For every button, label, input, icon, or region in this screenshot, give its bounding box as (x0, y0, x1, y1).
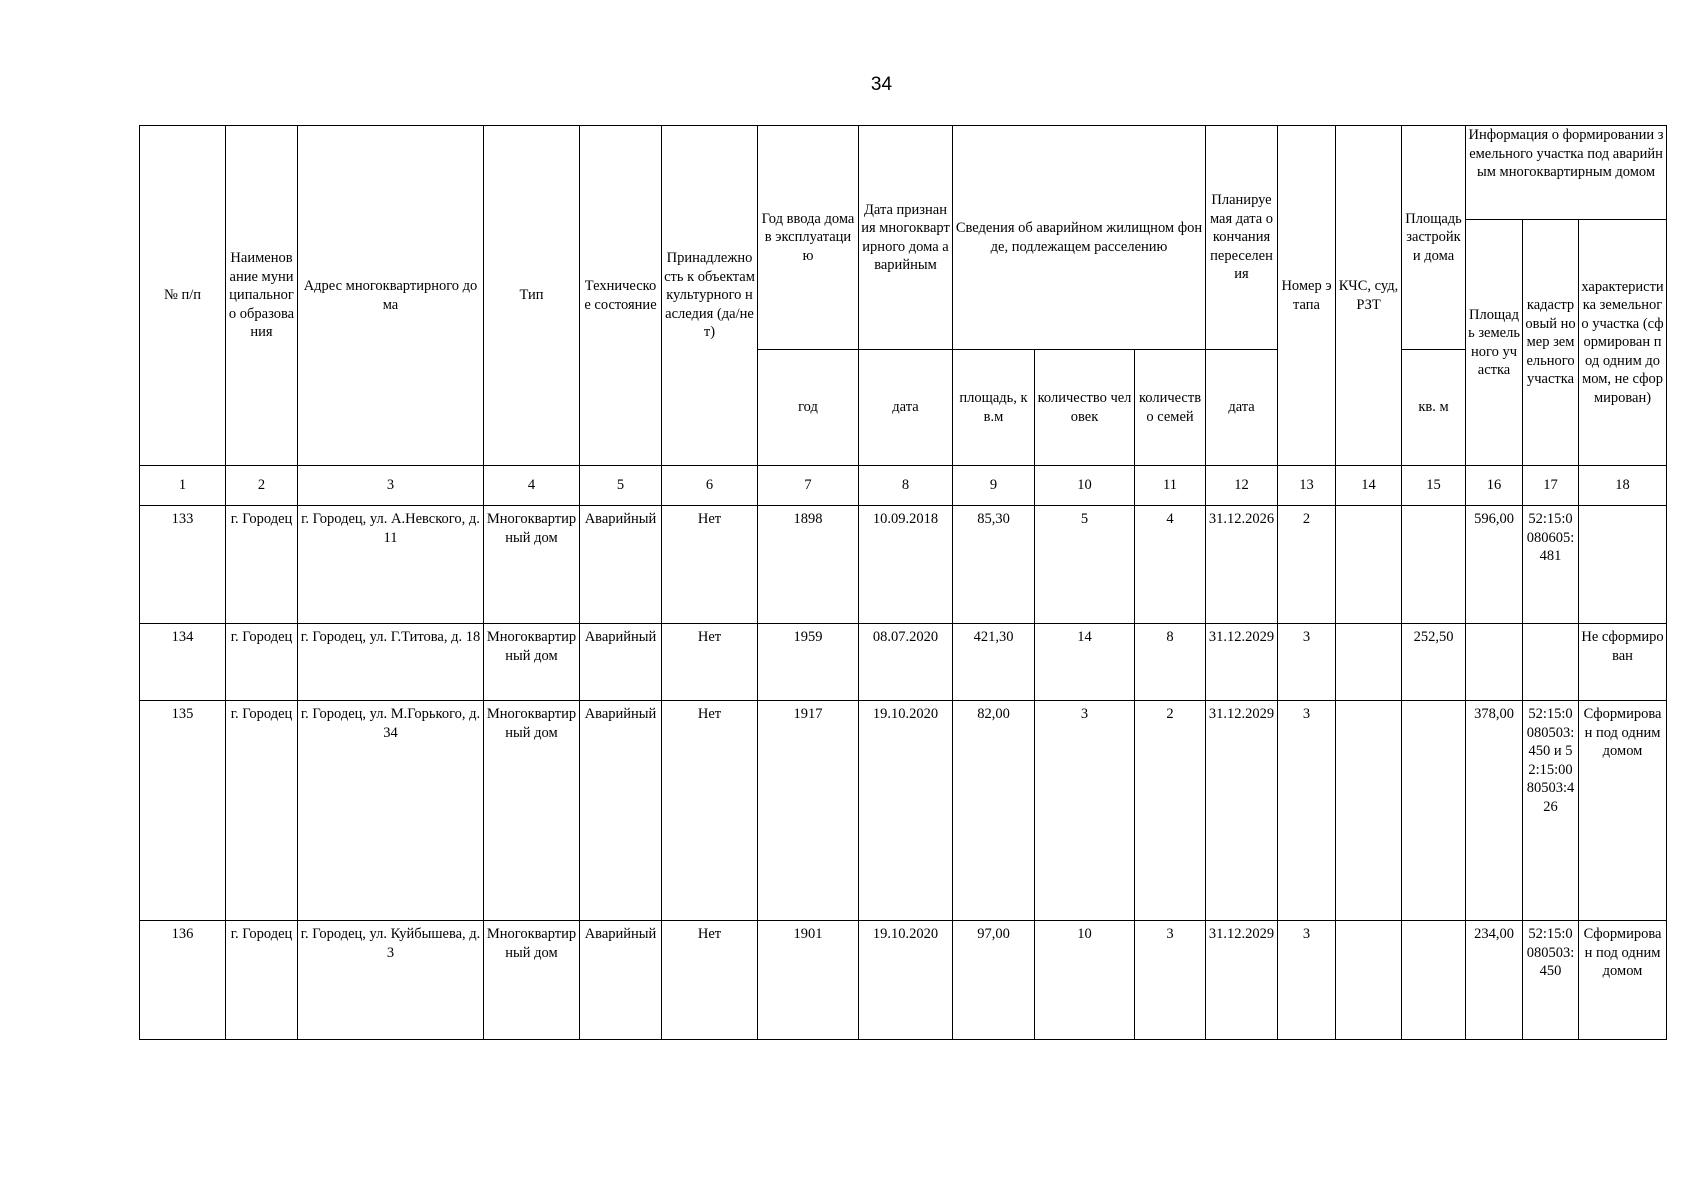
cell-stage: 3 (1278, 624, 1336, 701)
cell-date: 10.09.2018 (859, 506, 953, 624)
header-cell-land-info: Информация о формировании земельного участка под аварийным многоквартирным домом (1466, 126, 1667, 220)
column-number: 10 (1035, 466, 1135, 506)
cell-stage: 2 (1278, 506, 1336, 624)
cell-type: Многоквартирный дом (484, 921, 580, 1040)
table-row (140, 921, 1667, 1040)
column-number: 2 (226, 466, 298, 506)
cell-state: Аварийный (580, 506, 662, 624)
cell-plan-date: 31.12.2029 (1206, 921, 1278, 1040)
cell-heritage: Нет (662, 921, 758, 1040)
cell-municipality: г. Городец (226, 921, 298, 1040)
cell-type: Многоквартирный дом (484, 506, 580, 624)
header-cell-stage: Номер этапа (1278, 126, 1336, 466)
header-cell-commission-year: Год ввода дома в эксплуатацию (758, 126, 859, 350)
header-unit-planned-date: дата (1206, 350, 1278, 466)
column-number: 6 (662, 466, 758, 506)
cell-address: г. Городец, ул. М.Горького, д. 34 (298, 701, 484, 921)
column-number: 3 (298, 466, 484, 506)
cell-number: 136 (140, 921, 226, 1040)
cell-kchs (1336, 624, 1402, 701)
table-row (140, 701, 1667, 921)
cell-address: г. Городец, ул. А.Невского, д. 11 (298, 506, 484, 624)
header-cell-heritage: Принадлежность к объектам культурного наследия (да/нет) (662, 126, 758, 466)
cell-address: г. Городец, ул. Куйбышева, д. 3 (298, 921, 484, 1040)
cell-number: 134 (140, 624, 226, 701)
cell-municipality: г. Городец (226, 506, 298, 624)
cell-people: 3 (1035, 701, 1135, 921)
header-unit-area: площадь, кв.м (953, 350, 1035, 466)
header-cell-land-characteristic: характеристика земельного участка (сформирован под одним домом, не сформирован) (1579, 220, 1667, 466)
column-number: 13 (1278, 466, 1336, 506)
column-number: 11 (1135, 466, 1206, 506)
cell-land-characteristic: Не сформирован (1579, 624, 1667, 701)
cell-plan-date: 31.12.2029 (1206, 624, 1278, 701)
cell-kchs (1336, 921, 1402, 1040)
cell-number: 135 (140, 701, 226, 921)
column-number: 16 (1466, 466, 1523, 506)
cell-area: 421,30 (953, 624, 1035, 701)
cell-plan-date: 31.12.2029 (1206, 701, 1278, 921)
cell-area: 82,00 (953, 701, 1035, 921)
header-unit-year: год (758, 350, 859, 466)
header-cell-recognition-date: Дата признания многоквартирного дома аварийным (859, 126, 953, 350)
cell-state: Аварийный (580, 624, 662, 701)
column-number-row (140, 466, 1667, 506)
column-number: 9 (953, 466, 1035, 506)
cell-building-area (1402, 921, 1466, 1040)
cell-building-area (1402, 701, 1466, 921)
cell-date: 19.10.2020 (859, 921, 953, 1040)
cell-families: 8 (1135, 624, 1206, 701)
cell-families: 4 (1135, 506, 1206, 624)
cell-heritage: Нет (662, 624, 758, 701)
cell-land-characteristic: Сформирован под одним домом (1579, 701, 1667, 921)
cell-families: 3 (1135, 921, 1206, 1040)
header-cell-cadastral-number: кадастровый номер земельного участка (1523, 220, 1579, 466)
cell-year: 1898 (758, 506, 859, 624)
cell-families: 2 (1135, 701, 1206, 921)
column-number: 5 (580, 466, 662, 506)
cell-type: Многоквартирный дом (484, 624, 580, 701)
column-number: 4 (484, 466, 580, 506)
column-number: 18 (1579, 466, 1667, 506)
cell-cadastral: 52:15:0080503:450 (1523, 921, 1579, 1040)
cell-people: 10 (1035, 921, 1135, 1040)
cell-building-area (1402, 506, 1466, 624)
cell-address: г. Городец, ул. Г.Титова, д. 18 (298, 624, 484, 701)
cell-heritage: Нет (662, 701, 758, 921)
cell-land-area: 378,00 (1466, 701, 1523, 921)
cell-number: 133 (140, 506, 226, 624)
cell-plan-date: 31.12.2026 (1206, 506, 1278, 624)
cell-area: 97,00 (953, 921, 1035, 1040)
cell-date: 19.10.2020 (859, 701, 953, 921)
column-number: 12 (1206, 466, 1278, 506)
cell-kchs (1336, 701, 1402, 921)
cell-cadastral: 52:15:0080605:481 (1523, 506, 1579, 624)
header-cell-kchs: КЧС, суд, РЗТ (1336, 126, 1402, 466)
cell-land-area (1466, 624, 1523, 701)
cell-year: 1959 (758, 624, 859, 701)
header-unit-building-area: кв. м (1402, 350, 1466, 466)
page-number: 34 (870, 74, 893, 95)
header-cell-type: Тип (484, 126, 580, 466)
header-cell-number: № п/п (140, 126, 226, 466)
column-number: 8 (859, 466, 953, 506)
cell-people: 5 (1035, 506, 1135, 624)
column-number: 1 (140, 466, 226, 506)
header-cell-housing-fund: Сведения об аварийном жилищном фонде, подлежащем расселению (953, 126, 1206, 350)
cell-year: 1917 (758, 701, 859, 921)
cell-stage: 3 (1278, 921, 1336, 1040)
header-cell-planned-date: Планируемая дата окончания переселения (1206, 126, 1278, 350)
cell-date: 08.07.2020 (859, 624, 953, 701)
cell-cadastral: 52:15:0080503:450 и 52:15:0080503:426 (1523, 701, 1579, 921)
header-unit-families: количество семей (1135, 350, 1206, 466)
cell-year: 1901 (758, 921, 859, 1040)
table-row (140, 624, 1667, 701)
cell-municipality: г. Городец (226, 624, 298, 701)
header-cell-land-area: Площадь земельного участка (1466, 220, 1523, 466)
cell-land-characteristic: Сформирован под одним домом (1579, 921, 1667, 1040)
column-number: 15 (1402, 466, 1466, 506)
cell-people: 14 (1035, 624, 1135, 701)
column-number: 17 (1523, 466, 1579, 506)
column-number: 14 (1336, 466, 1402, 506)
cell-state: Аварийный (580, 701, 662, 921)
header-unit-people: количество человек (1035, 350, 1135, 466)
header-unit-date: дата (859, 350, 953, 466)
header-cell-technical-state: Техническое состояние (580, 126, 662, 466)
cell-state: Аварийный (580, 921, 662, 1040)
cell-kchs (1336, 506, 1402, 624)
cell-land-area: 596,00 (1466, 506, 1523, 624)
header-row (140, 126, 1667, 220)
cell-land-area: 234,00 (1466, 921, 1523, 1040)
table-row (140, 506, 1667, 624)
cell-stage: 3 (1278, 701, 1336, 921)
emergency-housing-table (139, 125, 1667, 1040)
cell-heritage: Нет (662, 506, 758, 624)
cell-area: 85,30 (953, 506, 1035, 624)
cell-municipality: г. Городец (226, 701, 298, 921)
header-cell-address: Адрес многоквартирного дома (298, 126, 484, 466)
cell-land-characteristic (1579, 506, 1667, 624)
cell-cadastral (1523, 624, 1579, 701)
cell-type: Многоквартирный дом (484, 701, 580, 921)
header-cell-building-area: Площадь застройки дома (1402, 126, 1466, 350)
column-number: 7 (758, 466, 859, 506)
header-cell-municipality: Наименование муниципального образования (226, 126, 298, 466)
cell-building-area: 252,50 (1402, 624, 1466, 701)
